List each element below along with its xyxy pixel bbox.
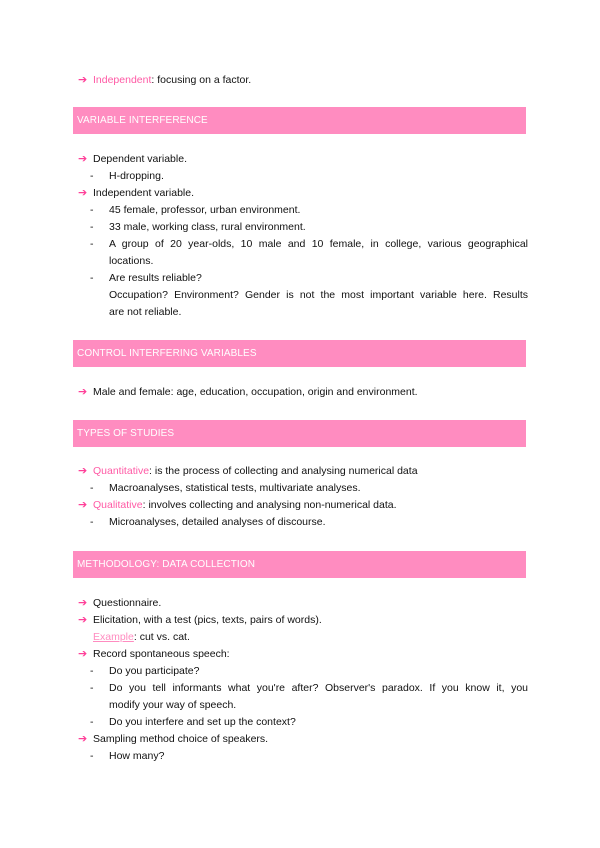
arrow-icon: ➔ [78, 499, 88, 511]
arrow-icon: ➔ [78, 153, 88, 165]
arrow-icon: ➔ [78, 648, 88, 660]
arrow-icon: ➔ [78, 187, 88, 199]
intro-rest: : focusing on a factor. [151, 74, 252, 86]
section-heading-types-of-studies: TYPES OF STUDIES [73, 420, 526, 447]
sub-item-continuation: are not reliable. [109, 306, 182, 318]
sub-item-continuation: modify your way of speech. [109, 699, 237, 711]
arrow-icon: ➔ [78, 614, 88, 626]
example-term: Example [93, 631, 134, 643]
arrow-icon: ➔ [78, 465, 88, 477]
intro-term: Independent [93, 74, 152, 86]
arrow-icon: ➔ [78, 597, 88, 609]
section-heading-methodology: METHODOLOGY: DATA COLLECTION [73, 551, 526, 578]
section-heading-control-interfering: CONTROL INTERFERING VARIABLES [73, 340, 526, 367]
arrow-icon: ➔ [78, 386, 88, 398]
section-heading-variable-interference: VARIABLE INTERFERENCE [73, 107, 526, 134]
sub-item-continuation: locations. [109, 255, 154, 267]
arrow-icon: ➔ [78, 74, 88, 86]
document-page: ➔ Independent: focusing on a factor. VARIABLE INTERFERENCE ➔ Dependent variable. - H-dropping. ➔ Independent variable. - 45 female, professor, urban environment. - 33 male, working class, rural environment. - A group of 20 year-olds, 10 male and 10 female, in college, various geographical locations. - Are results reliable? Occupation? Environment? Gender is not the most important variable here. Results are not reliable. CONTROL INTERFERING VARIABLES ➔ Male and female: age, education, occupation, origin and environment. TYPES OF STUDIES ➔ Quantitative: is the process of collecting and analysing numerical data - Macroanalyses, statistical tests, multivariate analyses. ➔ Qualitative: involves collecting and analysing non-numerical data. - Microanalyses, detailed analyses of discourse. METHODOLOGY: DATA COLLECTION ➔ Questionnaire. ➔ Elicitation, with a test (pics, texts, pairs of words). Example: cut vs. cat. ➔ Record spontaneous speech: - Do you participate? - Do you tell informants what you're after? Observer's paradox. If you know it, you modify your way of speech. - Do you interfere and set up the context? ➔ Sampling method choice of speakers. - How many? [0, 0, 600, 848]
sub-item-continuation: Occupation? Environment? Gender is not the most important variable here. Results [109, 289, 528, 301]
arrow-icon: ➔ [78, 733, 88, 745]
